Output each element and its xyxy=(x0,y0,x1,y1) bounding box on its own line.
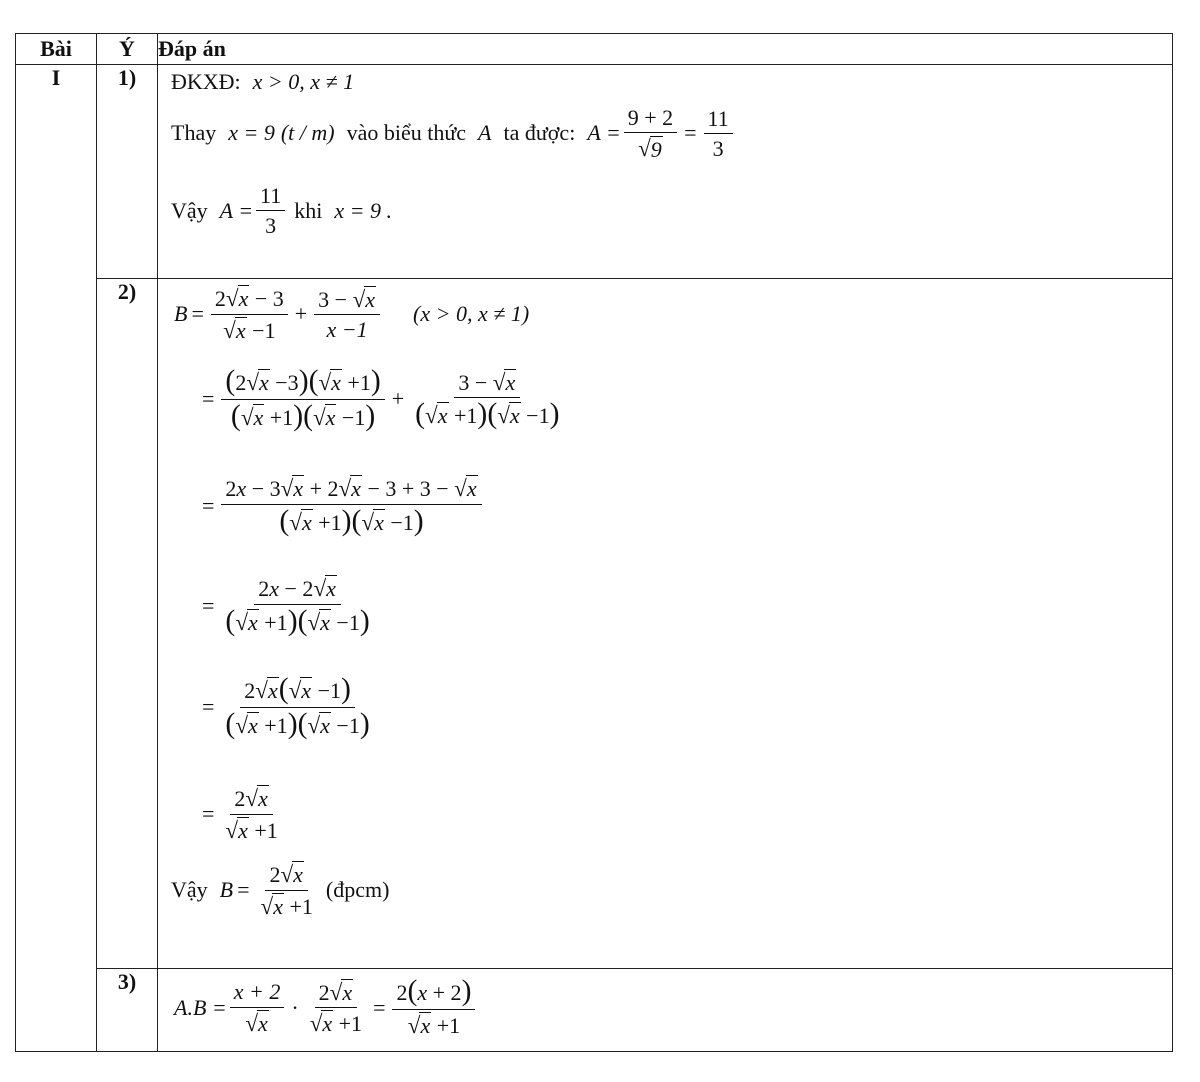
answer-part-1 xyxy=(158,65,1173,279)
step-1: = (2 √ x −3)( √ x +1) ( √ x +1)( √ x −1) + 3 − √ x ( √ x +1)( √ x −1) xyxy=(202,365,560,432)
step-3: = 2x − 2 √ x ( √ x +1)( √ x −1) xyxy=(202,575,370,637)
b-definition: B = 2 √ x − 3 √ x −1 + 3 − √ x x −1 (x > 0, x ≠ 1) xyxy=(174,285,530,343)
conclusion-line-2: Vậy B = 2 √ x √ x +1 (đpcm) xyxy=(171,861,390,919)
row-part-2 xyxy=(16,279,1173,969)
dkxd-line: ĐKXĐ: x > 0, x ≠ 1 xyxy=(171,69,355,94)
conclusion-line-1: Vậy A = $\frac{11}{3}$ khi x = 9 . xyxy=(171,183,392,239)
row-part-1 xyxy=(16,65,1173,279)
header-dap-an: Đáp án xyxy=(158,34,1173,65)
substitution-line: Thay x = 9 (t / m) vào biểu thức A ta được: A = 9 + 2 √ 9 = $\frac{11}{3}$ xyxy=(171,105,736,162)
ab-product: A.B = x + 2 √ x · 2 √ x √ x +1 = 2(x + 2) √ x +1 xyxy=(174,977,478,1038)
answer-part-3 xyxy=(158,969,1173,1052)
answer-part-2 xyxy=(158,279,1173,969)
header-y: Ý xyxy=(97,34,158,65)
step-5: = 2 √ x √ x +1 xyxy=(202,785,278,843)
y-label-2: 2) xyxy=(97,279,158,969)
header-row xyxy=(16,34,1173,65)
y-label-1: 1) xyxy=(97,65,158,279)
y-label-3: 3) xyxy=(97,969,158,1052)
row-part-3 xyxy=(16,969,1173,1052)
bai-number: I xyxy=(16,65,97,1052)
step-2: = 2x − 3 √ x + 2 √ x − 3 + 3 − √ x ( √ x +1)( √ x −1) xyxy=(198,475,485,536)
header-bai: Bài xyxy=(16,34,97,65)
step-4: = 2 √ x ( √ x −1) ( √ x +1)( √ x −1) xyxy=(202,673,370,740)
solution-table xyxy=(15,33,1173,1052)
